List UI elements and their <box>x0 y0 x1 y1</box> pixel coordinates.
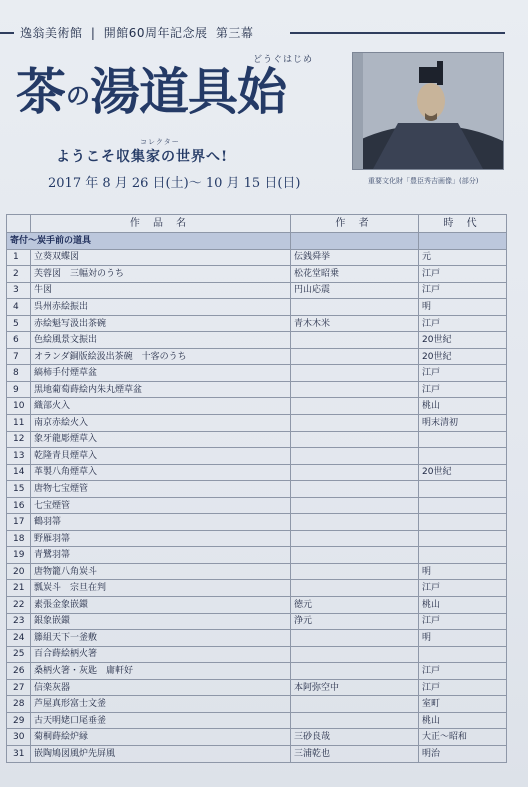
cell-no: 20 <box>7 563 31 580</box>
table-row <box>7 464 507 481</box>
table-row <box>7 663 507 680</box>
cell-no: 3 <box>7 282 31 299</box>
cell-name: 野雁羽箒 <box>31 530 291 547</box>
cell-era: 20世紀 <box>419 332 507 349</box>
cell-no: 26 <box>7 663 31 680</box>
cell-no: 17 <box>7 514 31 531</box>
cell-era: 江戸 <box>419 663 507 680</box>
cell-no: 31 <box>7 745 31 762</box>
table-row <box>7 679 507 696</box>
cell-name: 唐物七宝煙管 <box>31 481 291 498</box>
cell-name: 立葵双蝶図 <box>31 249 291 266</box>
table-row <box>7 365 507 382</box>
category-author-cell <box>291 233 419 250</box>
cell-author <box>291 332 419 349</box>
table-row <box>7 696 507 713</box>
subtitle-reading: コレクター <box>140 138 180 146</box>
cell-no: 25 <box>7 646 31 663</box>
cell-author <box>291 381 419 398</box>
cell-era <box>419 448 507 465</box>
cell-no: 2 <box>7 266 31 283</box>
table-row <box>7 398 507 415</box>
cell-no: 8 <box>7 365 31 382</box>
cell-era: 明治 <box>419 745 507 762</box>
header-rule-right <box>290 32 505 34</box>
cell-era: 明末清初 <box>419 415 507 432</box>
cell-author <box>291 630 419 647</box>
cell-name: 乾隆青貝煙草入 <box>31 448 291 465</box>
cell-author: 浄元 <box>291 613 419 630</box>
cell-no: 18 <box>7 530 31 547</box>
cell-name: 唐物籠八角炭斗 <box>31 563 291 580</box>
cell-author: 徳元 <box>291 597 419 614</box>
table-row <box>7 729 507 746</box>
cell-no: 12 <box>7 431 31 448</box>
cell-name: 七宝煙管 <box>31 497 291 514</box>
cell-era: 江戸 <box>419 679 507 696</box>
exhibition-dates: 2017 年 8 月 26 日(土)〜 10 月 15 日(日) <box>48 176 301 191</box>
header-text <box>20 24 257 41</box>
cell-name: 百合蒔絵柄火箸 <box>31 646 291 663</box>
table-header-row <box>7 215 507 233</box>
act-label: 第三幕 <box>215 26 254 40</box>
cell-author <box>291 398 419 415</box>
header-author: 作 者 <box>291 215 419 233</box>
cell-name: 瓢炭斗 宗旦在判 <box>31 580 291 597</box>
cell-no: 24 <box>7 630 31 647</box>
portrait-image <box>352 52 504 170</box>
portrait-caption: 重要文化財「豊臣秀吉画像」(部分) <box>368 177 479 185</box>
table-row <box>7 613 507 630</box>
table-row <box>7 530 507 547</box>
title-particle: の <box>66 81 89 110</box>
museum-name: 逸翁美術館 <box>20 26 83 40</box>
cell-no: 15 <box>7 481 31 498</box>
header-era: 時 代 <box>419 215 507 233</box>
cell-no: 1 <box>7 249 31 266</box>
cell-no: 16 <box>7 497 31 514</box>
table-row <box>7 315 507 332</box>
title-reading: どうぐはじめ <box>253 55 314 65</box>
table-row <box>7 431 507 448</box>
table-row <box>7 332 507 349</box>
cell-era: 明 <box>419 630 507 647</box>
cell-era: 元 <box>419 249 507 266</box>
cell-era: 室町 <box>419 696 507 713</box>
cell-author: 三浦乾也 <box>291 745 419 762</box>
cell-era: 大正〜昭和 <box>419 729 507 746</box>
header-bar <box>0 22 528 42</box>
cell-name: 銀象嵌鐶 <box>31 613 291 630</box>
table-row <box>7 415 507 432</box>
cell-name: 南京赤絵火入 <box>31 415 291 432</box>
category-label: 寄付〜炭手前の道具 <box>7 233 291 250</box>
cell-name: 信楽灰器 <box>31 679 291 696</box>
table-row <box>7 580 507 597</box>
cell-era: 江戸 <box>419 282 507 299</box>
header-no <box>7 215 31 233</box>
table-row <box>7 299 507 316</box>
cell-name: 桑柄火箸・灰匙 庸軒好 <box>31 663 291 680</box>
cell-name: 赤絵魁写汲出茶碗 <box>31 315 291 332</box>
cell-no: 13 <box>7 448 31 465</box>
cell-author: 本阿弥空中 <box>291 679 419 696</box>
table-row <box>7 497 507 514</box>
cell-name: 菊桐蒔絵炉縁 <box>31 729 291 746</box>
table-row <box>7 348 507 365</box>
exhibition-name: 開館60周年記念展 <box>103 26 208 40</box>
cell-no: 5 <box>7 315 31 332</box>
table-row <box>7 282 507 299</box>
cell-no: 9 <box>7 381 31 398</box>
cell-era <box>419 497 507 514</box>
cell-era: 20世紀 <box>419 464 507 481</box>
table-row <box>7 547 507 564</box>
cell-name: 素張金象嵌鐶 <box>31 597 291 614</box>
cell-name: 象牙龍彫煙草入 <box>31 431 291 448</box>
table-row <box>7 514 507 531</box>
portrait-figure-icon <box>353 53 503 169</box>
cell-no: 7 <box>7 348 31 365</box>
cell-author <box>291 348 419 365</box>
table-row <box>7 712 507 729</box>
cell-author <box>291 514 419 531</box>
subtitle: ようこそ収集家の世界へ! <box>56 149 229 165</box>
cell-era: 桃山 <box>419 597 507 614</box>
cell-name: 縞柿手付煙草盆 <box>31 365 291 382</box>
cell-no: 28 <box>7 696 31 713</box>
table-row <box>7 249 507 266</box>
cell-author: 青木木米 <box>291 315 419 332</box>
table-row <box>7 266 507 283</box>
header-divider: | <box>90 26 96 40</box>
cell-author <box>291 663 419 680</box>
cell-no: 23 <box>7 613 31 630</box>
cell-author <box>291 696 419 713</box>
cell-name: 芙蓉図 三幅対のうち <box>31 266 291 283</box>
cell-no: 6 <box>7 332 31 349</box>
cell-era <box>419 514 507 531</box>
cell-author: 松花堂昭乗 <box>291 266 419 283</box>
table-row <box>7 646 507 663</box>
cell-author <box>291 712 419 729</box>
table-row <box>7 563 507 580</box>
cell-no: 4 <box>7 299 31 316</box>
cell-no: 19 <box>7 547 31 564</box>
cell-author: 三砂良哉 <box>291 729 419 746</box>
cell-author <box>291 497 419 514</box>
cell-era: 桃山 <box>419 398 507 415</box>
cell-no: 10 <box>7 398 31 415</box>
cell-author <box>291 464 419 481</box>
category-row <box>7 233 507 250</box>
table-row <box>7 630 507 647</box>
cell-era <box>419 431 507 448</box>
title-part1: 茶 <box>16 62 65 121</box>
cell-era: 明 <box>419 299 507 316</box>
cell-author <box>291 299 419 316</box>
cell-name: 嵌陶鳩図風炉先屏風 <box>31 745 291 762</box>
cell-no: 29 <box>7 712 31 729</box>
cell-author <box>291 431 419 448</box>
cell-name: 織部火入 <box>31 398 291 415</box>
cell-author <box>291 415 419 432</box>
table-row <box>7 745 507 762</box>
cell-no: 27 <box>7 679 31 696</box>
cell-name: 色絵風景文振出 <box>31 332 291 349</box>
cell-era: 江戸 <box>419 266 507 283</box>
table-row <box>7 481 507 498</box>
cell-author <box>291 530 419 547</box>
table-row <box>7 448 507 465</box>
cell-author <box>291 481 419 498</box>
cell-era: 江戸 <box>419 613 507 630</box>
cell-no: 22 <box>7 597 31 614</box>
cell-name: 古天明姥口尾垂釜 <box>31 712 291 729</box>
cell-name: 鶴羽箒 <box>31 514 291 531</box>
table-row <box>7 597 507 614</box>
cell-era: 桃山 <box>419 712 507 729</box>
table-row <box>7 381 507 398</box>
cell-name: 青鷺羽箒 <box>31 547 291 564</box>
cell-no: 14 <box>7 464 31 481</box>
cell-era: 20世紀 <box>419 348 507 365</box>
category-era-cell <box>419 233 507 250</box>
cell-author <box>291 448 419 465</box>
cell-era <box>419 547 507 564</box>
cell-name: 芦屋真形富士文釜 <box>31 696 291 713</box>
cell-era: 江戸 <box>419 381 507 398</box>
cell-author <box>291 547 419 564</box>
cell-era <box>419 481 507 498</box>
cell-no: 11 <box>7 415 31 432</box>
cell-name: オランダ銅版絵汲出茶碗 十客のうち <box>31 348 291 365</box>
cell-author <box>291 646 419 663</box>
cell-era: 明 <box>419 563 507 580</box>
cell-no: 30 <box>7 729 31 746</box>
title-part2: 湯道具始 <box>90 62 286 121</box>
cell-name: 籐組天下一釜敷 <box>31 630 291 647</box>
exhibit-table <box>6 214 507 763</box>
cell-author: 円山応震 <box>291 282 419 299</box>
cell-name: 黒地葡萄蒔絵内朱丸煙草盆 <box>31 381 291 398</box>
cell-author <box>291 365 419 382</box>
cell-era <box>419 646 507 663</box>
cell-name: 牛図 <box>31 282 291 299</box>
header-title: 作 品 名 <box>31 215 291 233</box>
cell-name: 革製八角煙草入 <box>31 464 291 481</box>
cell-era: 江戸 <box>419 315 507 332</box>
cell-era: 江戸 <box>419 580 507 597</box>
cell-era: 江戸 <box>419 365 507 382</box>
cell-no: 21 <box>7 580 31 597</box>
cell-era <box>419 530 507 547</box>
cell-author <box>291 563 419 580</box>
cell-name: 呉州赤絵振出 <box>31 299 291 316</box>
cell-author <box>291 580 419 597</box>
cell-author: 伝銭舜挙 <box>291 249 419 266</box>
header-rule-left <box>0 32 14 34</box>
